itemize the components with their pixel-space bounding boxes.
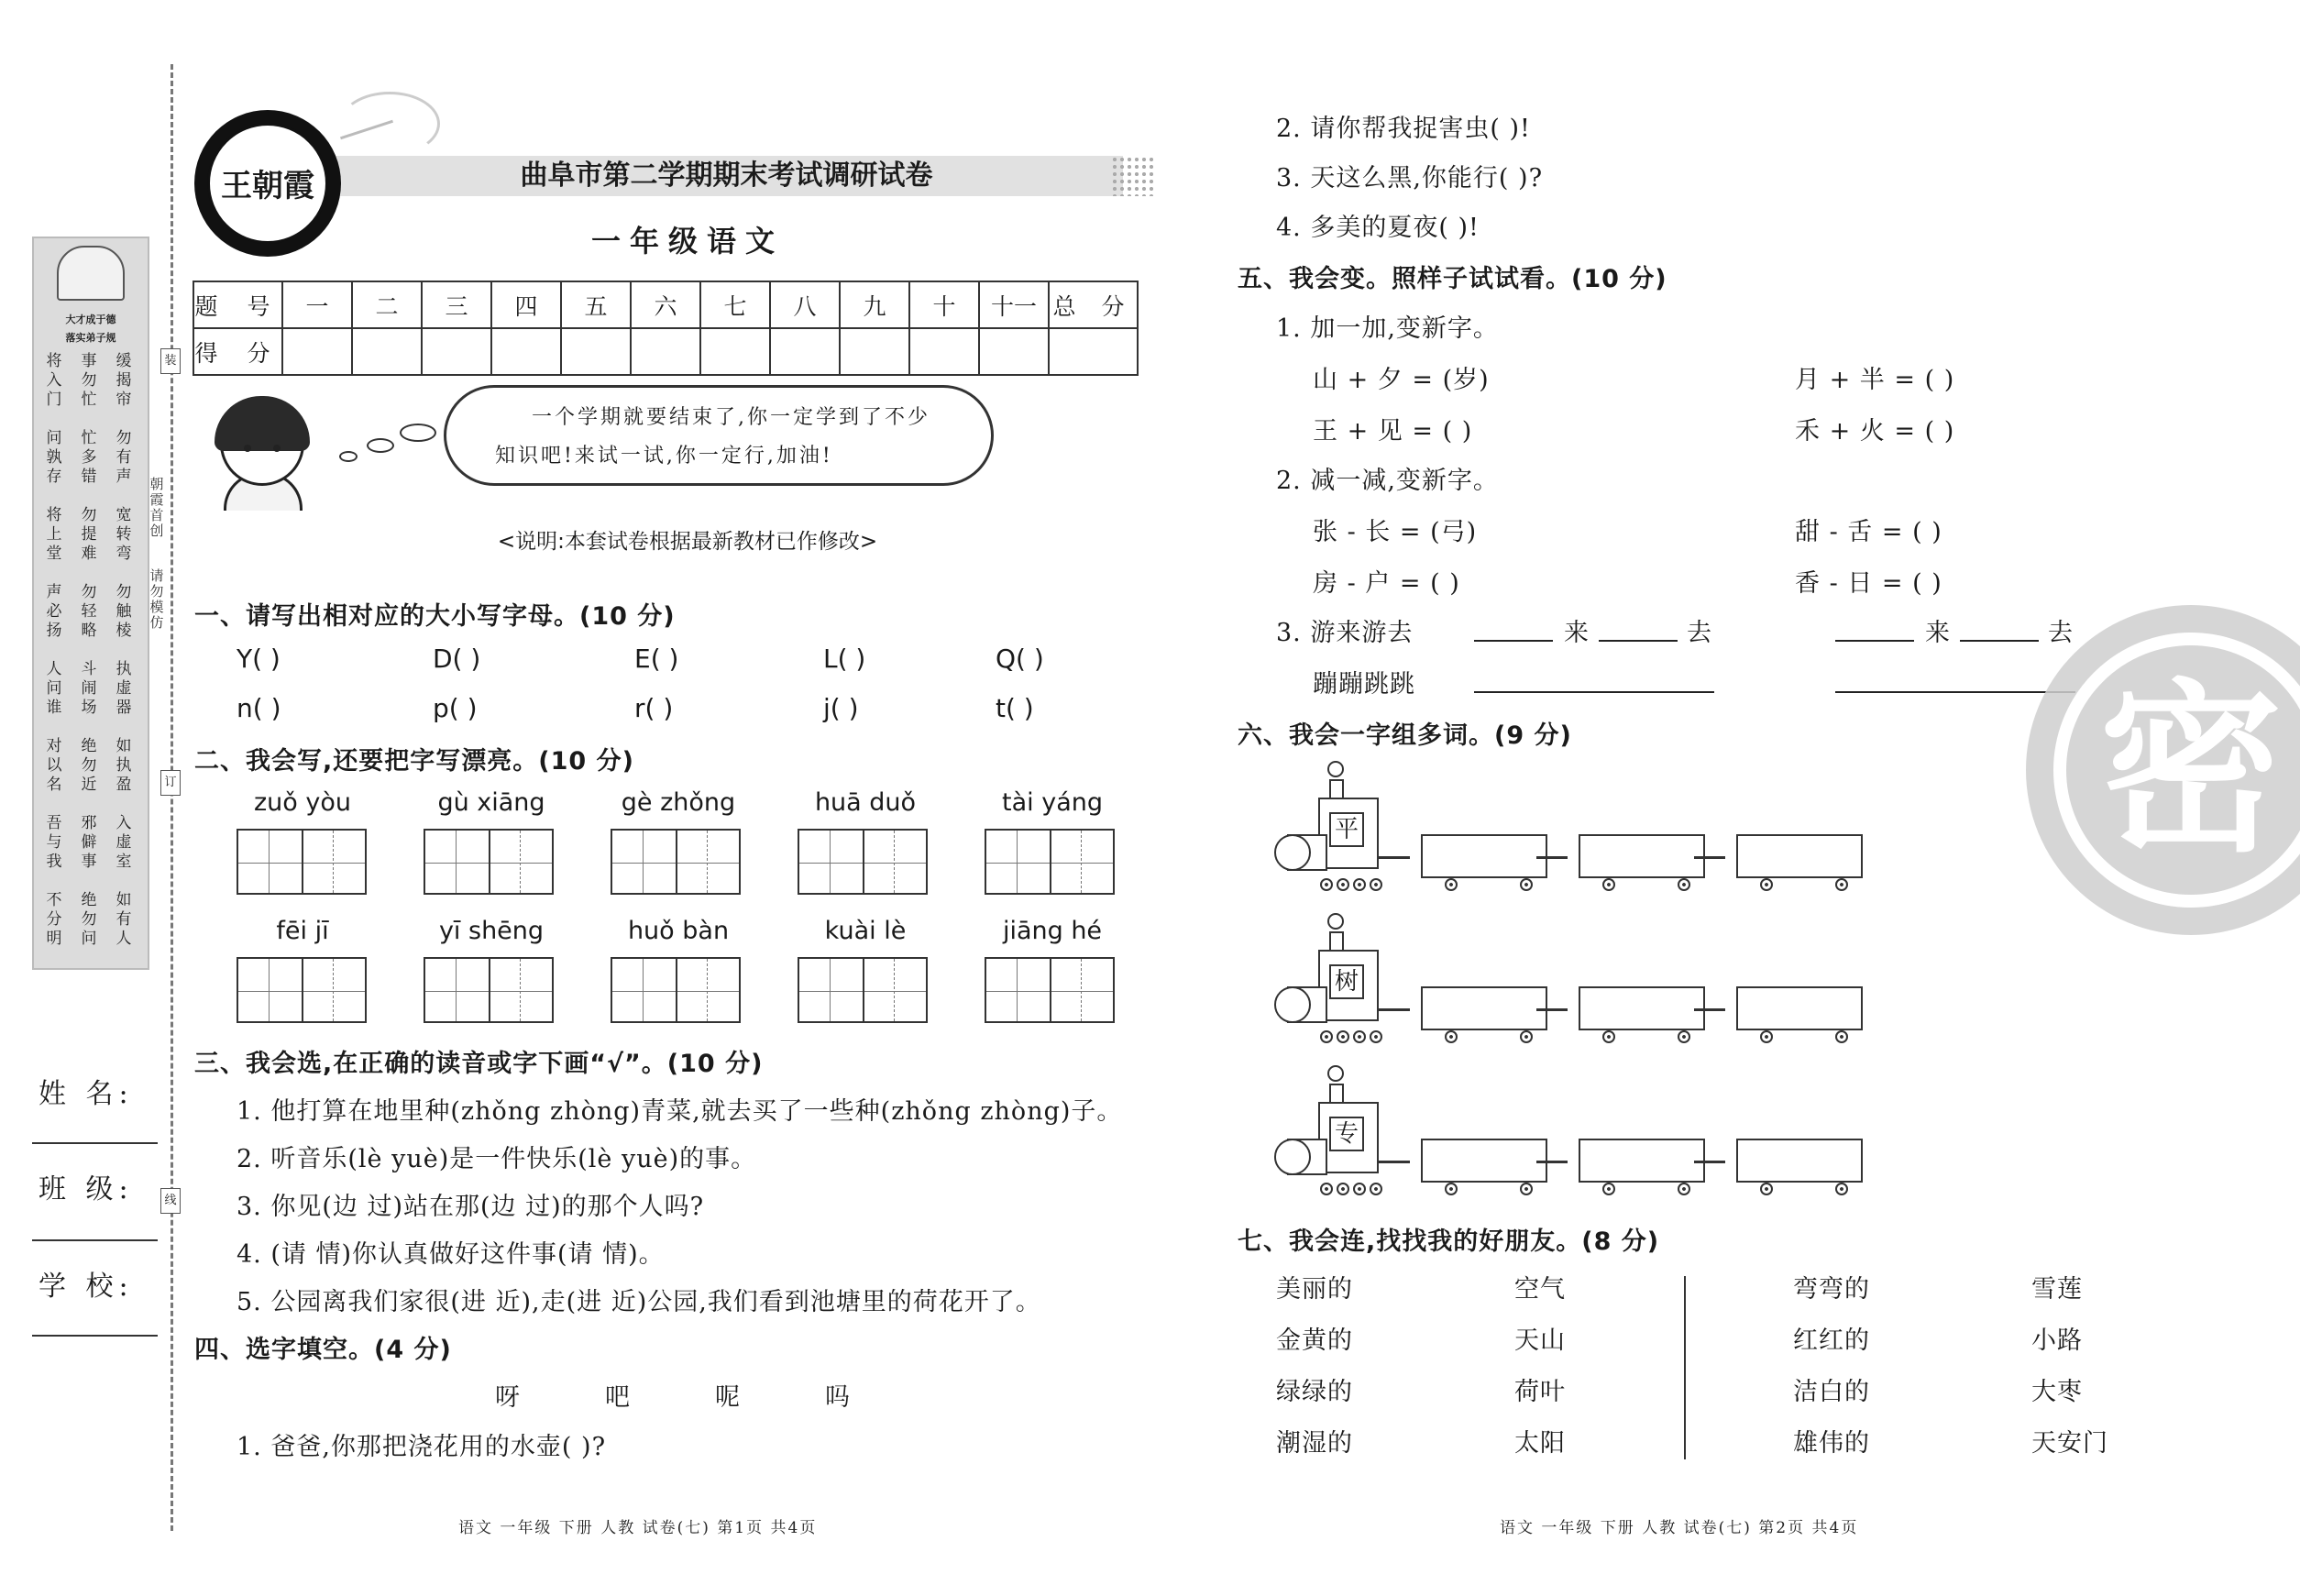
motto-column: 执虚器 bbox=[116, 660, 132, 717]
writing-grid[interactable] bbox=[237, 957, 367, 1023]
score-total-cell[interactable] bbox=[1049, 328, 1138, 375]
motto-column: 将上堂 bbox=[46, 506, 62, 563]
sub-item[interactable]: 房 - 户 = ( ) bbox=[1313, 569, 1460, 598]
motto-column: 对以名 bbox=[46, 737, 62, 794]
choice-item[interactable]: 4. (请 情)你认真做好这件事(请 情)。 bbox=[237, 1240, 665, 1269]
score-cell[interactable] bbox=[909, 328, 979, 375]
girl-eye-icon bbox=[273, 445, 281, 452]
train-coupler bbox=[1536, 1161, 1568, 1163]
match-word[interactable]: 美丽的 bbox=[1276, 1275, 1353, 1304]
motto-column: 如执盈 bbox=[116, 737, 132, 794]
choice-char: 吗 bbox=[825, 1383, 851, 1412]
binding-note-2: 请勿模仿 bbox=[149, 567, 164, 631]
train-coupler bbox=[1536, 856, 1568, 859]
class-label: 班 级: bbox=[39, 1173, 134, 1205]
match-word[interactable]: 荷叶 bbox=[1514, 1378, 1566, 1406]
lai-char: 来 bbox=[1564, 619, 1590, 647]
match-word[interactable]: 天山 bbox=[1514, 1326, 1566, 1355]
train-wheel-icon bbox=[1370, 878, 1382, 891]
sub-item[interactable]: 香 - 日 = ( ) bbox=[1795, 569, 1942, 598]
train-wheel-icon bbox=[1320, 1030, 1333, 1043]
score-cell[interactable] bbox=[770, 328, 840, 375]
score-cell[interactable] bbox=[700, 328, 770, 375]
score-col-1: 一 bbox=[282, 281, 352, 328]
exam-title: 曲阜市第二学期期末考试调研试卷 bbox=[520, 160, 933, 192]
score-cell[interactable] bbox=[282, 328, 352, 375]
score-table-header-row bbox=[193, 281, 1138, 328]
letter-item[interactable]: D( ) bbox=[433, 644, 481, 674]
train-wheel-icon bbox=[1445, 878, 1458, 891]
train-wheel-icon bbox=[1760, 1030, 1773, 1043]
train-chimney bbox=[1329, 779, 1344, 799]
train-wheel-icon bbox=[1370, 1183, 1382, 1195]
motto-column: 不分明 bbox=[46, 891, 62, 948]
motto-text bbox=[44, 352, 145, 957]
match-word[interactable]: 小路 bbox=[2031, 1326, 2083, 1355]
answer-blank[interactable] bbox=[1474, 666, 1714, 693]
motto-column: 如有人 bbox=[116, 891, 132, 948]
choice-item[interactable]: 1. 他打算在地里种(zhǒng zhòng)青菜,就去买了一些种(zhǒng zhòng)子。 bbox=[237, 1097, 1123, 1126]
binding-dashed-line bbox=[171, 64, 173, 1531]
section-3-title: 三、我会选,在正确的读音或字下画“√”。(10 分) bbox=[194, 1050, 764, 1078]
motto-column: 斗闹场 bbox=[81, 660, 97, 717]
school-label: 学 校: bbox=[39, 1271, 134, 1303]
sub-item[interactable]: 张 - 长 = (弓) bbox=[1313, 518, 1478, 546]
footer-left: 语文 一年级 下册 人教 试卷(七) 第1页 共4页 bbox=[458, 1519, 818, 1537]
section-5-title: 五、我会变。照样子试试看。(10 分) bbox=[1238, 265, 1667, 293]
add-item[interactable]: 王 + 见 = ( ) bbox=[1313, 417, 1473, 446]
motto-heading-1: 大才成于德 bbox=[65, 314, 116, 325]
train-wheel-icon bbox=[1678, 878, 1690, 891]
pinyin-label: yī shēng bbox=[438, 917, 545, 945]
motto-column: 入虚室 bbox=[116, 814, 132, 871]
match-word[interactable]: 大枣 bbox=[2031, 1378, 2083, 1406]
choice-char: 呀 bbox=[495, 1383, 521, 1412]
writing-grid[interactable] bbox=[798, 829, 928, 895]
train-wheel-icon bbox=[1678, 1030, 1690, 1043]
section-5-sub-1: 1. 加一加,变新字。 bbox=[1276, 314, 1499, 343]
train-chimney bbox=[1329, 1084, 1344, 1104]
match-word[interactable]: 潮湿的 bbox=[1276, 1429, 1353, 1458]
motto-column: 吾与我 bbox=[46, 814, 62, 871]
train-coupler bbox=[1694, 1161, 1725, 1163]
train-wagon bbox=[1736, 986, 1863, 1030]
train-wheel-icon bbox=[1678, 1183, 1690, 1195]
match-word[interactable]: 绿绿的 bbox=[1276, 1378, 1353, 1406]
train-coupler bbox=[1694, 1008, 1725, 1011]
section-1-title: 一、请写出相对应的大小写字母。(10 分) bbox=[194, 602, 676, 631]
writing-grid[interactable] bbox=[985, 957, 1115, 1023]
motto-column: 勿触棱 bbox=[116, 583, 132, 640]
train-wagon bbox=[1736, 834, 1863, 878]
score-col-5: 五 bbox=[561, 281, 631, 328]
writing-grid[interactable] bbox=[611, 957, 741, 1023]
train-wheel-icon bbox=[1835, 1030, 1848, 1043]
publisher-logo-text: 王朝霞 bbox=[207, 123, 328, 244]
add-item[interactable]: 山 + 夕 = (岁) bbox=[1313, 366, 1490, 394]
writing-grid[interactable] bbox=[985, 829, 1115, 895]
train-engine-char: 专 bbox=[1329, 1117, 1364, 1151]
train-wagon bbox=[1421, 986, 1547, 1030]
train-wheel-icon bbox=[1353, 1183, 1366, 1195]
train-wheel-icon bbox=[1353, 878, 1366, 891]
smoke-puff bbox=[1327, 913, 1344, 930]
train-coupler bbox=[1536, 1008, 1568, 1011]
ribbon-curl-decoration bbox=[339, 92, 440, 156]
pinyin-label: gù xiāng bbox=[437, 788, 545, 817]
choice-item[interactable]: 2. 听音乐(lè yuè)是一件快乐(lè yuè)的事。 bbox=[237, 1145, 757, 1173]
motto-column: 宽转弯 bbox=[116, 506, 132, 563]
writing-grid[interactable] bbox=[424, 957, 554, 1023]
score-col-6: 六 bbox=[631, 281, 700, 328]
letter-item[interactable]: j( ) bbox=[823, 693, 859, 723]
train-wheel-icon bbox=[1760, 1183, 1773, 1195]
answer-blank[interactable] bbox=[1960, 614, 2039, 642]
train-wheel-icon bbox=[1835, 1183, 1848, 1195]
train-wheel-icon bbox=[1337, 1183, 1349, 1195]
train-coupler bbox=[1694, 856, 1725, 859]
girl-eye-icon bbox=[244, 445, 251, 452]
match-word[interactable]: 雪莲 bbox=[2031, 1275, 2083, 1304]
pinyin-label: zuǒ yòu bbox=[254, 788, 351, 817]
pinyin-label: gè zhǒng bbox=[621, 788, 736, 817]
writing-grid[interactable] bbox=[611, 829, 741, 895]
section-4-title: 四、选字填空。(4 分) bbox=[194, 1336, 452, 1364]
train-wheel-icon bbox=[1370, 1030, 1382, 1043]
score-cell[interactable] bbox=[352, 328, 422, 375]
motto-column: 将入门 bbox=[46, 352, 62, 409]
letter-item[interactable]: Y( ) bbox=[237, 644, 281, 674]
motto-column: 勿轻略 bbox=[81, 583, 97, 640]
score-col-2: 二 bbox=[352, 281, 422, 328]
train-wheel-icon bbox=[1602, 1183, 1615, 1195]
footer-right: 语文 一年级 下册 人教 试卷(七) 第2页 共4页 bbox=[1500, 1519, 1859, 1537]
class-field[interactable] bbox=[32, 1239, 158, 1241]
match-word[interactable]: 天安门 bbox=[2031, 1429, 2108, 1458]
smoke-puff bbox=[1327, 761, 1344, 777]
add-item[interactable]: 月 + 半 = ( ) bbox=[1795, 366, 1955, 394]
score-cell[interactable] bbox=[631, 328, 700, 375]
exam-subtitle: 一年级语文 bbox=[590, 224, 784, 259]
choice-char: 吧 bbox=[605, 1383, 631, 1412]
answer-blank[interactable] bbox=[1835, 614, 1914, 642]
pinyin-label: jiāng hé bbox=[1002, 917, 1103, 945]
smoke-puff bbox=[1327, 1065, 1344, 1082]
qu-char: 去 bbox=[2048, 619, 2074, 647]
exam-note: <说明:本套试卷根据最新教材已作修改> bbox=[497, 530, 878, 554]
pinyin-label: tài yáng bbox=[1002, 788, 1103, 817]
train-wheel-icon bbox=[1320, 878, 1333, 891]
train-engine-nose bbox=[1274, 1139, 1311, 1175]
score-cell[interactable] bbox=[561, 328, 631, 375]
train-engine-char: 平 bbox=[1329, 812, 1364, 847]
thought-bubble-dot bbox=[367, 438, 394, 453]
section-7-title: 七、我会连,找找我的好朋友。(8 分) bbox=[1238, 1227, 1660, 1256]
score-table-score-head: 得 分 bbox=[193, 328, 282, 375]
add-item[interactable]: 禾 + 火 = ( ) bbox=[1795, 417, 1955, 446]
match-word[interactable]: 红红的 bbox=[1793, 1326, 1870, 1355]
pinyin-label: huǒ bàn bbox=[627, 917, 730, 945]
score-table-total-head: 总 分 bbox=[1049, 281, 1138, 328]
motto-column: 声必扬 bbox=[46, 583, 62, 640]
writing-grid[interactable] bbox=[237, 829, 367, 895]
match-word[interactable]: 太阳 bbox=[1514, 1429, 1566, 1458]
train-wagon bbox=[1736, 1139, 1863, 1183]
sub-item[interactable]: 甜 - 舌 = ( ) bbox=[1795, 518, 1942, 546]
fill-item[interactable]: 3. 天这么黑,你能行( )? bbox=[1276, 164, 1544, 193]
score-col-10: 十 bbox=[909, 281, 979, 328]
girl-illustration-hair bbox=[215, 396, 310, 451]
match-area bbox=[1276, 1269, 2138, 1470]
section-5-sub-3: 3. 游来游去 bbox=[1276, 619, 1414, 647]
lai-char: 来 bbox=[1925, 619, 1951, 647]
score-col-7: 七 bbox=[700, 281, 770, 328]
motto-column: 忙多错 bbox=[81, 429, 97, 486]
fill-item[interactable]: 1. 爸爸,你那把浇花用的水壶( )? bbox=[237, 1433, 607, 1461]
match-word[interactable]: 空气 bbox=[1514, 1275, 1566, 1304]
motto-column: 绝勿近 bbox=[81, 737, 97, 794]
train-wheel-icon bbox=[1353, 1030, 1366, 1043]
train-wagon bbox=[1579, 986, 1705, 1030]
train-wagon bbox=[1421, 834, 1547, 878]
score-col-11: 十一 bbox=[979, 281, 1049, 328]
score-table-score-row bbox=[193, 328, 1138, 375]
answer-blank[interactable] bbox=[1835, 666, 2075, 693]
train-wheel-icon bbox=[1337, 878, 1349, 891]
motto-emblem bbox=[57, 246, 125, 301]
train-wheel-icon bbox=[1445, 1030, 1458, 1043]
letter-item[interactable]: Q( ) bbox=[996, 644, 1044, 674]
train-wheel-icon bbox=[1835, 878, 1848, 891]
letter-item[interactable]: p( ) bbox=[433, 693, 478, 723]
bind-mark-zhuang: 装 bbox=[160, 348, 181, 374]
qu-char: 去 bbox=[1687, 619, 1712, 647]
score-table-question-head: 题 号 bbox=[193, 281, 282, 328]
motto-column: 事勿忙 bbox=[81, 352, 97, 409]
train-wheel-icon bbox=[1520, 1183, 1533, 1195]
score-col-8: 八 bbox=[770, 281, 840, 328]
score-col-9: 九 bbox=[840, 281, 909, 328]
match-word[interactable]: 洁白的 bbox=[1793, 1378, 1870, 1406]
score-cell[interactable] bbox=[840, 328, 909, 375]
train-coupler bbox=[1379, 1161, 1410, 1163]
thought-bubble-dot bbox=[339, 451, 358, 462]
name-label: 姓 名: bbox=[39, 1078, 134, 1110]
score-cell[interactable] bbox=[979, 328, 1049, 375]
train-wheel-icon bbox=[1602, 1030, 1615, 1043]
writing-grid[interactable] bbox=[424, 829, 554, 895]
fill-item[interactable]: 2. 请你帮我捉害虫( )! bbox=[1276, 115, 1531, 143]
letter-item[interactable]: E( ) bbox=[634, 644, 679, 674]
train-coupler bbox=[1379, 856, 1410, 859]
motto-column: 绝勿问 bbox=[81, 891, 97, 948]
speech-cloud bbox=[444, 385, 994, 486]
score-cell[interactable] bbox=[491, 328, 561, 375]
train-engine-nose bbox=[1274, 834, 1311, 871]
answer-blank[interactable] bbox=[1474, 614, 1553, 642]
thought-bubble-dot bbox=[400, 424, 436, 442]
answer-blank[interactable] bbox=[1599, 614, 1678, 642]
choice-item[interactable]: 5. 公园离我们家很(进 近),走(进 近)公园,我们看到池塘里的荷花开了。 bbox=[237, 1288, 1041, 1316]
fill-item[interactable]: 4. 多美的夏夜( )! bbox=[1276, 214, 1480, 242]
train-diagram bbox=[1274, 761, 1870, 1192]
letter-item[interactable]: r( ) bbox=[634, 693, 674, 723]
score-cell[interactable] bbox=[422, 328, 491, 375]
motto-column: 问孰存 bbox=[46, 429, 62, 486]
binding-note-1: 朝霞首创 bbox=[149, 476, 164, 539]
section-5-sub-2: 2. 减一减,变新字。 bbox=[1276, 467, 1499, 495]
match-word[interactable]: 弯弯的 bbox=[1793, 1275, 1870, 1304]
letter-item[interactable]: n( ) bbox=[237, 693, 281, 723]
score-table bbox=[193, 281, 1139, 376]
score-col-3: 三 bbox=[422, 281, 491, 328]
motto-column: 缓揭帘 bbox=[116, 352, 132, 409]
speech-line-1: 一个学期就要结束了,你一定学到了不少 bbox=[532, 406, 930, 429]
motto-column: 勿提难 bbox=[81, 506, 97, 563]
writing-grid[interactable] bbox=[798, 957, 928, 1023]
train-wheel-icon bbox=[1320, 1183, 1333, 1195]
name-field[interactable] bbox=[32, 1142, 158, 1144]
bind-mark-xian: 线 bbox=[160, 1188, 181, 1214]
train-engine-nose bbox=[1274, 986, 1311, 1023]
motto-column: 勿有声 bbox=[116, 429, 132, 486]
train-wheel-icon bbox=[1760, 878, 1773, 891]
section-2-title: 二、我会写,还要把字写漂亮。(10 分) bbox=[194, 747, 634, 776]
letter-item[interactable]: L( ) bbox=[823, 644, 866, 674]
train-chimney bbox=[1329, 931, 1344, 952]
match-word[interactable]: 金黄的 bbox=[1276, 1326, 1353, 1355]
pinyin-label: kuài lè bbox=[824, 917, 907, 945]
letter-item[interactable]: t( ) bbox=[996, 693, 1034, 723]
score-col-4: 四 bbox=[491, 281, 561, 328]
bind-mark-ding: 订 bbox=[160, 770, 181, 796]
train-wagon bbox=[1579, 1139, 1705, 1183]
train-coupler bbox=[1379, 1008, 1410, 1011]
choice-char: 呢 bbox=[715, 1383, 741, 1412]
choice-item[interactable]: 3. 你见(边 过)站在那(边 过)的那个人吗? bbox=[237, 1193, 705, 1221]
train-wheel-icon bbox=[1520, 878, 1533, 891]
motto-heading-2: 落实弟子规 bbox=[65, 332, 116, 344]
train-wheel-icon bbox=[1602, 878, 1615, 891]
train-wagon bbox=[1579, 834, 1705, 878]
train-engine-char: 树 bbox=[1329, 964, 1364, 999]
section-6-title: 六、我会一字组多词。(9 分) bbox=[1238, 721, 1572, 750]
confidential-seal-char: 密 bbox=[2098, 662, 2283, 877]
school-field[interactable] bbox=[32, 1335, 158, 1337]
pinyin-label: huā duǒ bbox=[814, 788, 917, 817]
train-wagon bbox=[1421, 1139, 1547, 1183]
pinyin-label: fēi jī bbox=[276, 917, 329, 945]
train-wheel-icon bbox=[1337, 1030, 1349, 1043]
section-5-sub-3b: 蹦蹦跳跳 bbox=[1313, 670, 1415, 699]
speech-line-2: 知识吧!来试一试,你一定行,加油! bbox=[495, 445, 833, 468]
motto-column: 邪僻事 bbox=[81, 814, 97, 871]
train-wheel-icon bbox=[1445, 1183, 1458, 1195]
train-wheel-icon bbox=[1520, 1030, 1533, 1043]
match-word[interactable]: 雄伟的 bbox=[1793, 1429, 1870, 1458]
motto-column: 人问谁 bbox=[46, 660, 62, 717]
